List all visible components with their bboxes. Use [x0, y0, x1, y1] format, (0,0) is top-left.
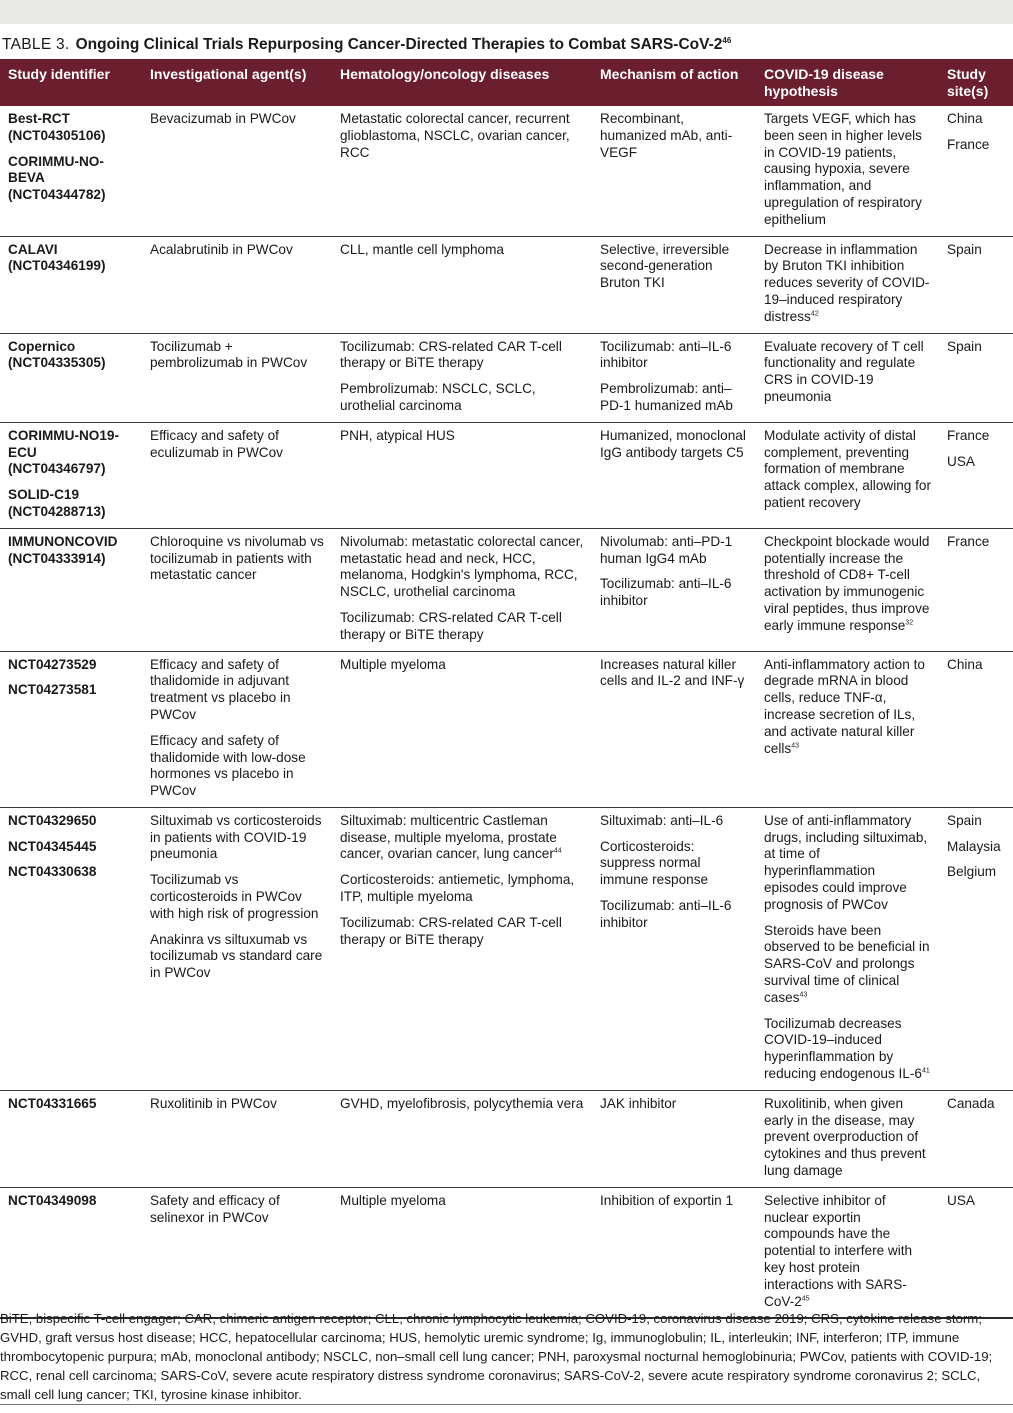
table-row [0, 807, 1013, 1090]
cell-paragraph [764, 339, 933, 406]
cell-paragraph [150, 111, 326, 128]
cell-paragraph [764, 1193, 933, 1311]
cell-text: Spain [947, 812, 982, 828]
cell-text: Humanized, monoclonal IgG antibody targets C5 [600, 427, 746, 460]
cell-paragraph [8, 1096, 136, 1113]
cell-text: NCT04273581 [8, 682, 97, 698]
cell-text: Evaluate recovery of T cell functionality and regulate CRS in COVID-19 pneumonia [764, 338, 924, 404]
disease-cell [332, 1187, 592, 1318]
mechanism-cell [592, 1090, 756, 1187]
study-identifier-cell [0, 1187, 142, 1318]
cell-text: Modulate activity of distal complement, preventing formation of membrane attack complex, allowing for patient recovery [764, 427, 931, 510]
cell-text: Efficacy and safety of eculizumab in PWCov [150, 427, 283, 460]
cell-paragraph [150, 813, 326, 863]
reference-superscript: 45 [801, 1295, 810, 1303]
cell-paragraph [947, 657, 1007, 674]
disease-cell [332, 1090, 592, 1187]
cell-paragraph [8, 534, 136, 568]
cell-paragraph [764, 111, 933, 229]
mechanism-cell [592, 106, 756, 236]
cell-paragraph [947, 1096, 1007, 1113]
investigational-agent-cell [142, 1187, 332, 1318]
cell-text: Belgium [947, 864, 997, 880]
cell-text: China [947, 111, 983, 126]
cell-paragraph [764, 1096, 933, 1180]
cell-paragraph [764, 1016, 933, 1083]
hypothesis-cell [756, 106, 939, 236]
cell-text: USA [947, 453, 975, 469]
disease-cell [332, 651, 592, 807]
cell-text: Tocilizumab + pembrolizumab in PWCov [150, 338, 308, 371]
investigational-agent-cell [142, 1090, 332, 1187]
reference-superscript: 41 [921, 1067, 930, 1075]
cell-text: Pembrolizumab: NSCLC, SCLC, urothelial carcinoma [340, 381, 536, 413]
cell-text: Spain [947, 241, 982, 257]
cell-text: Bevacizumab in PWCov [150, 111, 296, 126]
cell-paragraph [600, 381, 750, 415]
cell-text: Metastatic colorectal cancer, recurrent glioblastoma, NSCLC, ovarian cancer, RCC [340, 111, 570, 160]
table-row [0, 1187, 1013, 1318]
investigational-agent-cell [142, 236, 332, 333]
cell-text: Spain [947, 338, 982, 354]
cell-paragraph [340, 915, 586, 949]
disease-cell [332, 528, 592, 651]
study-identifier-cell [0, 106, 142, 236]
table-row [0, 1090, 1013, 1187]
cell-text: IMMUNONCOVID (NCT04333914) [8, 533, 118, 566]
cell-text: SOLID-C19 (NCT04288713) [8, 487, 106, 519]
mechanism-cell [592, 236, 756, 333]
cell-text: Selective, irreversible second-generation Bruton TKI [600, 241, 730, 291]
cell-text: Nivolumab: anti–PD-1 human IgG4 mAb [600, 533, 733, 566]
cell-paragraph [947, 839, 1007, 856]
cell-text: Use of anti-inflammatory drugs, including siltuximab, at time of hyperinflammation episodes could improve prognosis of PWCov [764, 812, 928, 912]
hypothesis-cell [756, 807, 939, 1090]
cell-paragraph [947, 813, 1007, 830]
cell-text: France [947, 533, 990, 549]
cell-paragraph [340, 1096, 586, 1113]
cell-paragraph [600, 242, 750, 292]
cell-text: Tocilizumab: anti–IL-6 inhibitor [600, 576, 732, 609]
disease-cell [332, 106, 592, 236]
mechanism-cell [592, 807, 756, 1090]
cell-paragraph [8, 839, 136, 856]
header-study-sites: Study site(s) [939, 59, 1013, 106]
cell-paragraph [150, 339, 326, 373]
table-row [0, 333, 1013, 422]
cell-paragraph [600, 813, 750, 830]
cell-text: Tocilizumab: CRS-related CAR T-cell therapy or BiTE therapy [340, 609, 562, 642]
hypothesis-cell [756, 422, 939, 528]
cell-text: France [947, 136, 990, 152]
table-caption [2, 35, 1007, 55]
cell-paragraph [600, 839, 750, 889]
cell-paragraph [340, 872, 586, 906]
table-footnote: BiTE, bispecific T-cell engager; CAR, chimeric antigen receptor; CLL, chronic lymphocytic leukemia; COVID-19, coronavirus disease 2019; CRS, cytokine release storm; GVHD, graft versus host disease; HCC, hepatocellular carcinoma; HUS, hemolytic uremic syndrome; Ig, immunoglobulin; IL, interleukin; INF, interferon; ITP, immune thrombocytopenic purpura; mAb, monoclonal antibody; NSCLC, non–small cell lung cancer; PNH, paroxysmal nocturnal hemoglobinuria; PWCov, patients with COVID-19; RCC, renal cell carcinoma; SARS-CoV, severe acute respiratory distress syndrome coronavirus; SARS-CoV-2, severe acute respiratory syndrome coronavirus 2; SCLC, small cell lung cancer; TKI, tyrosine kinase inhibitor. [0, 1311, 993, 1402]
study-site-cell [939, 1187, 1013, 1318]
table-title [76, 36, 732, 53]
study-identifier-cell [0, 807, 142, 1090]
cell-paragraph [150, 242, 326, 259]
cell-paragraph [340, 610, 586, 644]
cell-paragraph [340, 111, 586, 161]
cell-paragraph [764, 813, 933, 914]
disease-cell [332, 807, 592, 1090]
cell-text: USA [947, 1192, 975, 1208]
cell-paragraph [600, 898, 750, 932]
table-label: TABLE 3. [2, 36, 70, 53]
cell-paragraph [600, 339, 750, 373]
cell-text: Siltuximab vs corticosteroids in patients with COVID-19 pneumonia [150, 812, 322, 862]
investigational-agent-cell [142, 528, 332, 651]
cell-paragraph [150, 872, 326, 922]
cell-paragraph [600, 657, 750, 691]
cell-paragraph [8, 1193, 136, 1210]
mechanism-cell [592, 422, 756, 528]
cell-text: NCT04330638 [8, 864, 97, 880]
cell-paragraph [8, 487, 136, 521]
mechanism-cell [592, 1187, 756, 1318]
disease-cell [332, 333, 592, 422]
table-row [0, 651, 1013, 807]
hypothesis-cell [756, 333, 939, 422]
study-site-cell [939, 422, 1013, 528]
reference-superscript: 32 [905, 619, 914, 627]
cell-paragraph [340, 428, 586, 445]
study-site-cell [939, 1090, 1013, 1187]
cell-text: CALAVI (NCT04346199) [8, 241, 106, 274]
cell-paragraph [600, 576, 750, 610]
cell-text: NCT04345445 [8, 838, 97, 854]
header-mechanism-of-action: Mechanism of action [592, 59, 756, 106]
cell-text: CORIMMU-NO-BEVA (NCT04344782) [8, 153, 106, 203]
investigational-agent-cell [142, 807, 332, 1090]
cell-paragraph [340, 813, 586, 863]
cell-text: CORIMMU-NO19-ECU (NCT04346797) [8, 427, 120, 477]
cell-text: Efficacy and safety of thalidomide with low-dose hormones vs placebo in PWCov [150, 732, 306, 799]
cell-paragraph [8, 154, 136, 204]
cell-paragraph [340, 534, 586, 601]
table-title-text: Ongoing Clinical Trials Repurposing Cancer-Directed Therapies to Combat SARS-CoV-2 [75, 36, 723, 53]
table-row [0, 422, 1013, 528]
header-hematology-oncology-diseases: Hematology/oncology diseases [332, 59, 592, 106]
cell-text: NCT04273529 [8, 656, 97, 672]
reference-superscript: 42 [810, 310, 819, 318]
cell-paragraph [947, 534, 1007, 551]
cell-text: CLL, mantle cell lymphoma [340, 241, 504, 257]
investigational-agent-cell [142, 651, 332, 807]
cell-text: Anti-inflammatory action to degrade mRNA in blood cells, reduce TNF-α, increase secretion of ILs, and activate natural killer cells [764, 656, 925, 756]
cell-text: Acalabrutinib in PWCov [150, 241, 293, 257]
cell-paragraph [947, 428, 1007, 445]
cell-text: NCT04331665 [8, 1095, 97, 1111]
hypothesis-cell [756, 528, 939, 651]
cell-text: Tocilizumab: CRS-related CAR T-cell therapy or BiTE therapy [340, 338, 562, 371]
clinical-trials-table [0, 59, 1013, 1319]
cell-text: Copernico (NCT04335305) [8, 338, 106, 371]
cell-text: Steroids have been observed to be beneficial in SARS-CoV and prolongs survival time of clinical cases [764, 922, 930, 1005]
cell-paragraph [600, 1193, 750, 1210]
cell-paragraph [340, 1193, 586, 1210]
cell-paragraph [764, 242, 933, 326]
cell-paragraph [764, 534, 933, 635]
mechanism-cell [592, 333, 756, 422]
cell-text: Tocilizumab decreases COVID-19–induced hyperinflammation by reducing endogenous IL-6 [764, 1015, 922, 1082]
cell-paragraph [947, 137, 1007, 154]
cell-paragraph [8, 813, 136, 830]
cell-paragraph [947, 864, 1007, 881]
hypothesis-cell [756, 236, 939, 333]
cell-paragraph [340, 242, 586, 259]
cell-text: Targets VEGF, which has been seen in higher levels in COVID-19 patients, causing hypoxia, severe inflammation, and upregulation of respiratory epithelium [764, 111, 922, 227]
study-identifier-cell [0, 651, 142, 807]
cell-paragraph [150, 1096, 326, 1113]
cell-paragraph [8, 242, 136, 276]
cell-text: France [947, 427, 990, 443]
disease-cell [332, 422, 592, 528]
cell-paragraph [947, 1193, 1007, 1210]
cell-paragraph [8, 339, 136, 373]
cell-paragraph [8, 864, 136, 881]
mechanism-cell [592, 528, 756, 651]
cell-text: Best-RCT (NCT04305106) [8, 111, 106, 143]
study-identifier-cell [0, 236, 142, 333]
cell-paragraph [8, 428, 136, 478]
cell-paragraph [947, 454, 1007, 471]
cell-paragraph [8, 111, 136, 145]
table-title-ref: 46 [722, 35, 732, 45]
reference-superscript: 43 [791, 741, 799, 749]
cell-paragraph [340, 381, 586, 415]
header-study-identifier: Study identifier [0, 59, 142, 106]
cell-text: Recombinant, humanized mAb, anti-VEGF [600, 111, 733, 160]
table-row [0, 528, 1013, 651]
table-row [0, 236, 1013, 333]
cell-paragraph [8, 657, 136, 674]
table-row [0, 106, 1013, 236]
cell-paragraph [150, 733, 326, 800]
cell-text: Corticosteroids: suppress normal immune response [600, 838, 709, 888]
cell-paragraph [150, 534, 326, 584]
hypothesis-cell [756, 1187, 939, 1318]
cell-paragraph [600, 111, 750, 161]
cell-text: Canada [947, 1095, 995, 1111]
study-identifier-cell [0, 528, 142, 651]
cell-paragraph [150, 428, 326, 462]
study-site-cell [939, 528, 1013, 651]
cell-paragraph [764, 428, 933, 512]
reference-superscript: 44 [553, 847, 562, 855]
investigational-agent-cell [142, 106, 332, 236]
cell-text: Decrease in inflammation by Bruton TKI inhibition reduces severity of COVID-19–induced respiratory distress [764, 241, 930, 324]
cell-text: PNH, atypical HUS [340, 427, 455, 443]
cell-text: Increases natural killer cells and IL-2 and INF-γ [600, 656, 745, 689]
cell-text: Malaysia [947, 838, 1001, 854]
cell-text: NCT04329650 [8, 812, 97, 828]
cell-paragraph [600, 428, 750, 462]
cell-paragraph [947, 111, 1007, 128]
cell-paragraph [947, 242, 1007, 259]
cell-text: Inhibition of exportin 1 [600, 1192, 734, 1208]
cell-text: Chloroquine vs nivolumab vs tocilizumab in patients with metastatic cancer [150, 533, 324, 583]
cell-text: Multiple myeloma [340, 656, 446, 672]
cell-paragraph [600, 1096, 750, 1113]
investigational-agent-cell [142, 333, 332, 422]
cell-text: Ruxolitinib, when given early in the disease, may prevent overproduction of cytokines and thus prevent lung damage [764, 1095, 926, 1179]
cell-paragraph [150, 657, 326, 724]
cell-text: Tocilizumab vs corticosteroids in PWCov with high risk of progression [150, 872, 319, 921]
cell-text: Anakinra vs siltuxumab vs tocilizumab vs standard care in PWCov [150, 931, 323, 981]
cell-text: GVHD, myelofibrosis, polycythemia vera [340, 1095, 584, 1111]
study-site-cell [939, 651, 1013, 807]
disease-cell [332, 236, 592, 333]
cell-paragraph [150, 932, 326, 982]
hypothesis-cell [756, 1090, 939, 1187]
study-site-cell [939, 106, 1013, 236]
investigational-agent-cell [142, 422, 332, 528]
cell-text: NCT04349098 [8, 1192, 97, 1208]
study-identifier-cell [0, 333, 142, 422]
cell-text: JAK inhibitor [600, 1095, 677, 1111]
cell-text: Safety and efficacy of selinexor in PWCov [150, 1192, 280, 1225]
cell-paragraph [150, 1193, 326, 1227]
cell-text: Siltuximab: multicentric Castleman disease, multiple myeloma, prostate cancer, ovarian cancer, lung cancer [340, 812, 557, 862]
page-header-band [0, 0, 1013, 24]
cell-text: Ruxolitinib in PWCov [150, 1095, 277, 1111]
table-body [0, 106, 1013, 1318]
mechanism-cell [592, 651, 756, 807]
cell-text: China [947, 656, 983, 672]
cell-paragraph [600, 534, 750, 568]
cell-text: Multiple myeloma [340, 1192, 446, 1208]
cell-text: Tocilizumab: anti–IL-6 inhibitor [600, 338, 732, 371]
cell-text: Nivolumab: metastatic colorectal cancer, metastatic head and neck, HCC, melanoma, Hodgkin's lymphoma, RCC, NSCLC, urothelial carcinoma [340, 533, 584, 600]
study-identifier-cell [0, 422, 142, 528]
header-covid-hypothesis: COVID-19 disease hypothesis [756, 59, 939, 106]
cell-text: Corticosteroids: antiemetic, lymphoma, ITP, multiple myeloma [340, 872, 575, 905]
cell-paragraph [764, 923, 933, 1007]
cell-text: Efficacy and safety of thalidomide in adjuvant treatment vs placebo in PWCov [150, 656, 291, 722]
study-site-cell [939, 333, 1013, 422]
cell-text: Siltuximab: anti–IL-6 [600, 812, 724, 828]
cell-paragraph [8, 682, 136, 699]
bottom-rule [0, 1404, 1013, 1405]
hypothesis-cell [756, 651, 939, 807]
table-header-row [0, 59, 1013, 106]
cell-text: Selective inhibitor of nuclear exportin compounds have the potential to interfere with key host protein interactions with SARS-CoV-2 [764, 1192, 913, 1309]
study-identifier-cell [0, 1090, 142, 1187]
cell-paragraph [764, 657, 933, 758]
cell-paragraph [340, 657, 586, 674]
header-investigational-agents: Investigational agent(s) [142, 59, 332, 106]
cell-text: Pembrolizumab: anti–PD-1 humanized mAb [600, 381, 733, 413]
cell-paragraph [340, 339, 586, 373]
cell-text: Tocilizumab: anti–IL-6 inhibitor [600, 898, 732, 930]
cell-text: Checkpoint blockade would potentially increase the threshold of CD8+ T-cell activation by immunogenic viral peptides, thus improve early immune response [764, 533, 930, 633]
study-site-cell [939, 807, 1013, 1090]
reference-superscript: 43 [799, 991, 808, 999]
cell-text: Tocilizumab: CRS-related CAR T-cell therapy or BiTE therapy [340, 914, 562, 947]
study-site-cell [939, 236, 1013, 333]
cell-paragraph [947, 339, 1007, 356]
